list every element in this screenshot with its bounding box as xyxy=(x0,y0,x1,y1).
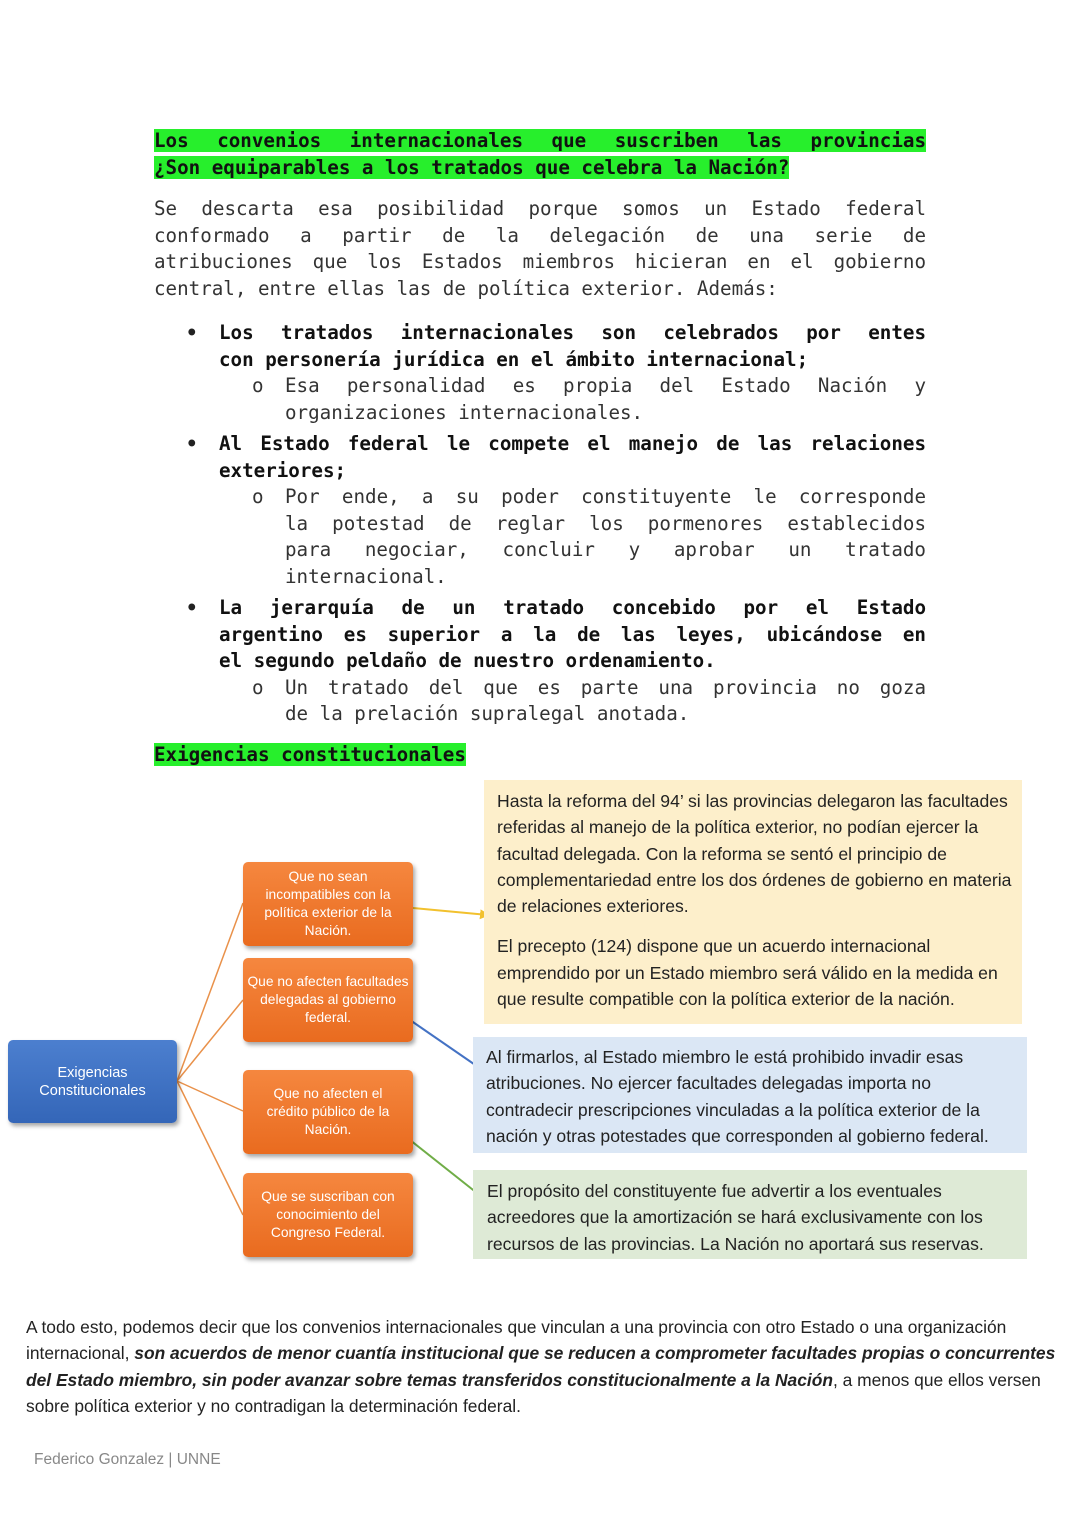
sub-bullet-icon: o xyxy=(252,675,264,699)
intro-paragraph xyxy=(154,196,926,302)
section-heading xyxy=(154,742,466,769)
green-paragraph: El propósito del constituyente fue advertir a los eventuales acreedores que la amortización se hará exclusivamente con los recursos de las provincias. La Nación no aportará sus reservas. xyxy=(487,1181,984,1254)
requirement-node xyxy=(243,1173,413,1257)
bullet-line: Al Estado federal le compete el manejo de las relaciones xyxy=(219,432,926,455)
bullet-dot-icon: • xyxy=(186,596,198,619)
intro-line: atribuciones que los Estados miembros hicieran en el gobierno xyxy=(154,250,926,273)
connector-line xyxy=(177,1081,243,1111)
bullet-item xyxy=(154,595,926,728)
bullet-dot-icon: • xyxy=(186,432,198,455)
yellow-arrow xyxy=(413,908,488,915)
sub-item xyxy=(154,373,926,426)
yellow-paragraph-1: Hasta la reforma del 94’ si las provincias delegaron las facultades referidas al manejo de la política exterior, no podían ejercer la facultad delegada. Con la reforma se sentó el principio de complementariedad entre los dos órdenes de gobierno en materia de relaciones exteriores. xyxy=(497,791,1012,917)
bullet-line: La jerarquía de un tratado concebido por el Estado xyxy=(219,596,926,619)
page-footer: Federico Gonzalez | UNNE xyxy=(34,1451,221,1468)
sub-bullet-icon: o xyxy=(252,374,264,397)
connector-line xyxy=(177,1000,243,1081)
connector-line xyxy=(177,903,243,1081)
yellow-paragraph-2: El precepto (124) dispone que un acuerdo internacional emprendido por un Estado miembro será válido en la medida en que resulte compatible con la política exterior de la nación. xyxy=(497,936,998,1010)
intro-line: Se descarta esa posibilidad porque somos un Estado federal xyxy=(154,197,926,220)
bullet-item xyxy=(154,320,926,426)
sub-line: la potestad de reglar los pormenores establecidos xyxy=(285,511,926,535)
requirement-label: Que no afecten facultades delegadas al gobierno federal. xyxy=(247,974,409,1025)
bullet-line: argentino es superior a la de las leyes, ubicándose en xyxy=(219,622,926,646)
conclusion-pre: A todo esto, podemos decir que los convenios internacionales que vinculan a una provincia con otro Estado o una organización internacional, xyxy=(26,1317,1007,1364)
root-node-label: Exigencias Constitucionales xyxy=(39,1064,146,1099)
section-heading-text: Exigencias constitucionales xyxy=(154,743,466,766)
bullet-line: Los tratados internacionales son celebrados por entes xyxy=(219,321,926,344)
question-heading xyxy=(154,128,926,181)
blue-explanation-box xyxy=(473,1037,1027,1153)
bullet-line: el segundo peldaño de nuestro ordenamiento. xyxy=(219,649,716,672)
blue-paragraph: Al firmarlos, al Estado miembro le está prohibido invadir esas atribuciones. No ejercer facultades delegadas importa no contradecir prescripciones vinculadas a la política exterior de la nación y otras potestades que corresponden al gobierno federal. xyxy=(486,1047,989,1146)
sub-line: organizaciones internacionales. xyxy=(285,400,644,424)
requirement-label: Que no sean incompatibles con la política exterior de la Nación. xyxy=(264,869,392,938)
sub-bullet-icon: o xyxy=(252,485,264,508)
heading-line-2: ¿Son equiparables a los tratados que celebra la Nación? xyxy=(154,155,790,179)
yellow-explanation-box xyxy=(484,780,1022,1024)
sub-line: para negociar, concluir y aprobar un tratado xyxy=(285,538,926,561)
green-arrow xyxy=(410,1140,482,1197)
requirement-label: Que se suscriban con conocimiento del Congreso Federal. xyxy=(261,1189,395,1240)
connector-line xyxy=(177,1081,243,1215)
bullet-line: exteriores; xyxy=(219,458,347,482)
sub-item xyxy=(154,484,926,590)
sub-line: de la prelación supralegal anotada. xyxy=(285,702,690,725)
bullet-dot-icon: • xyxy=(186,321,198,344)
intro-line: conformado a partir de la delegación de una serie de xyxy=(154,223,926,247)
conclusion-post: , a menos que ellos versen sobre política exterior y no contradigan la determinación federal. xyxy=(26,1369,1041,1416)
requirement-node xyxy=(243,958,413,1042)
conclusion-bold: son acuerdos de menor cuantía institucional que se reducen a comprometer facultades propias o concurrentes del Estado miembro, sin poder avanzar sobre temas transferidos constitucionalmente a la Nación xyxy=(26,1343,1056,1390)
requirement-label: Que no afecten el crédito público de la Nación. xyxy=(266,1086,390,1137)
requirement-node xyxy=(243,1070,413,1154)
sub-line: Por ende, a su poder constituyente le corresponde xyxy=(285,485,926,508)
heading-line-1: Los convenios internacionales que suscriben las provincias xyxy=(154,129,926,152)
green-explanation-box xyxy=(473,1170,1027,1259)
bullet-item xyxy=(154,431,926,590)
bullet-list xyxy=(154,320,926,728)
root-node xyxy=(8,1040,177,1123)
sub-item xyxy=(154,675,926,728)
sub-line: Esa personalidad es propia del Estado Nación y xyxy=(285,374,926,397)
bullet-line: con personería jurídica en el ámbito internacional; xyxy=(219,347,809,371)
requirement-node xyxy=(243,862,413,946)
sub-line: internacional. xyxy=(285,564,447,588)
conclusion-paragraph xyxy=(26,1314,1056,1419)
intro-line: central, entre ellas las de política exterior. Además: xyxy=(154,276,778,300)
sub-line: Un tratado del que es parte una provincia no goza xyxy=(285,675,926,699)
